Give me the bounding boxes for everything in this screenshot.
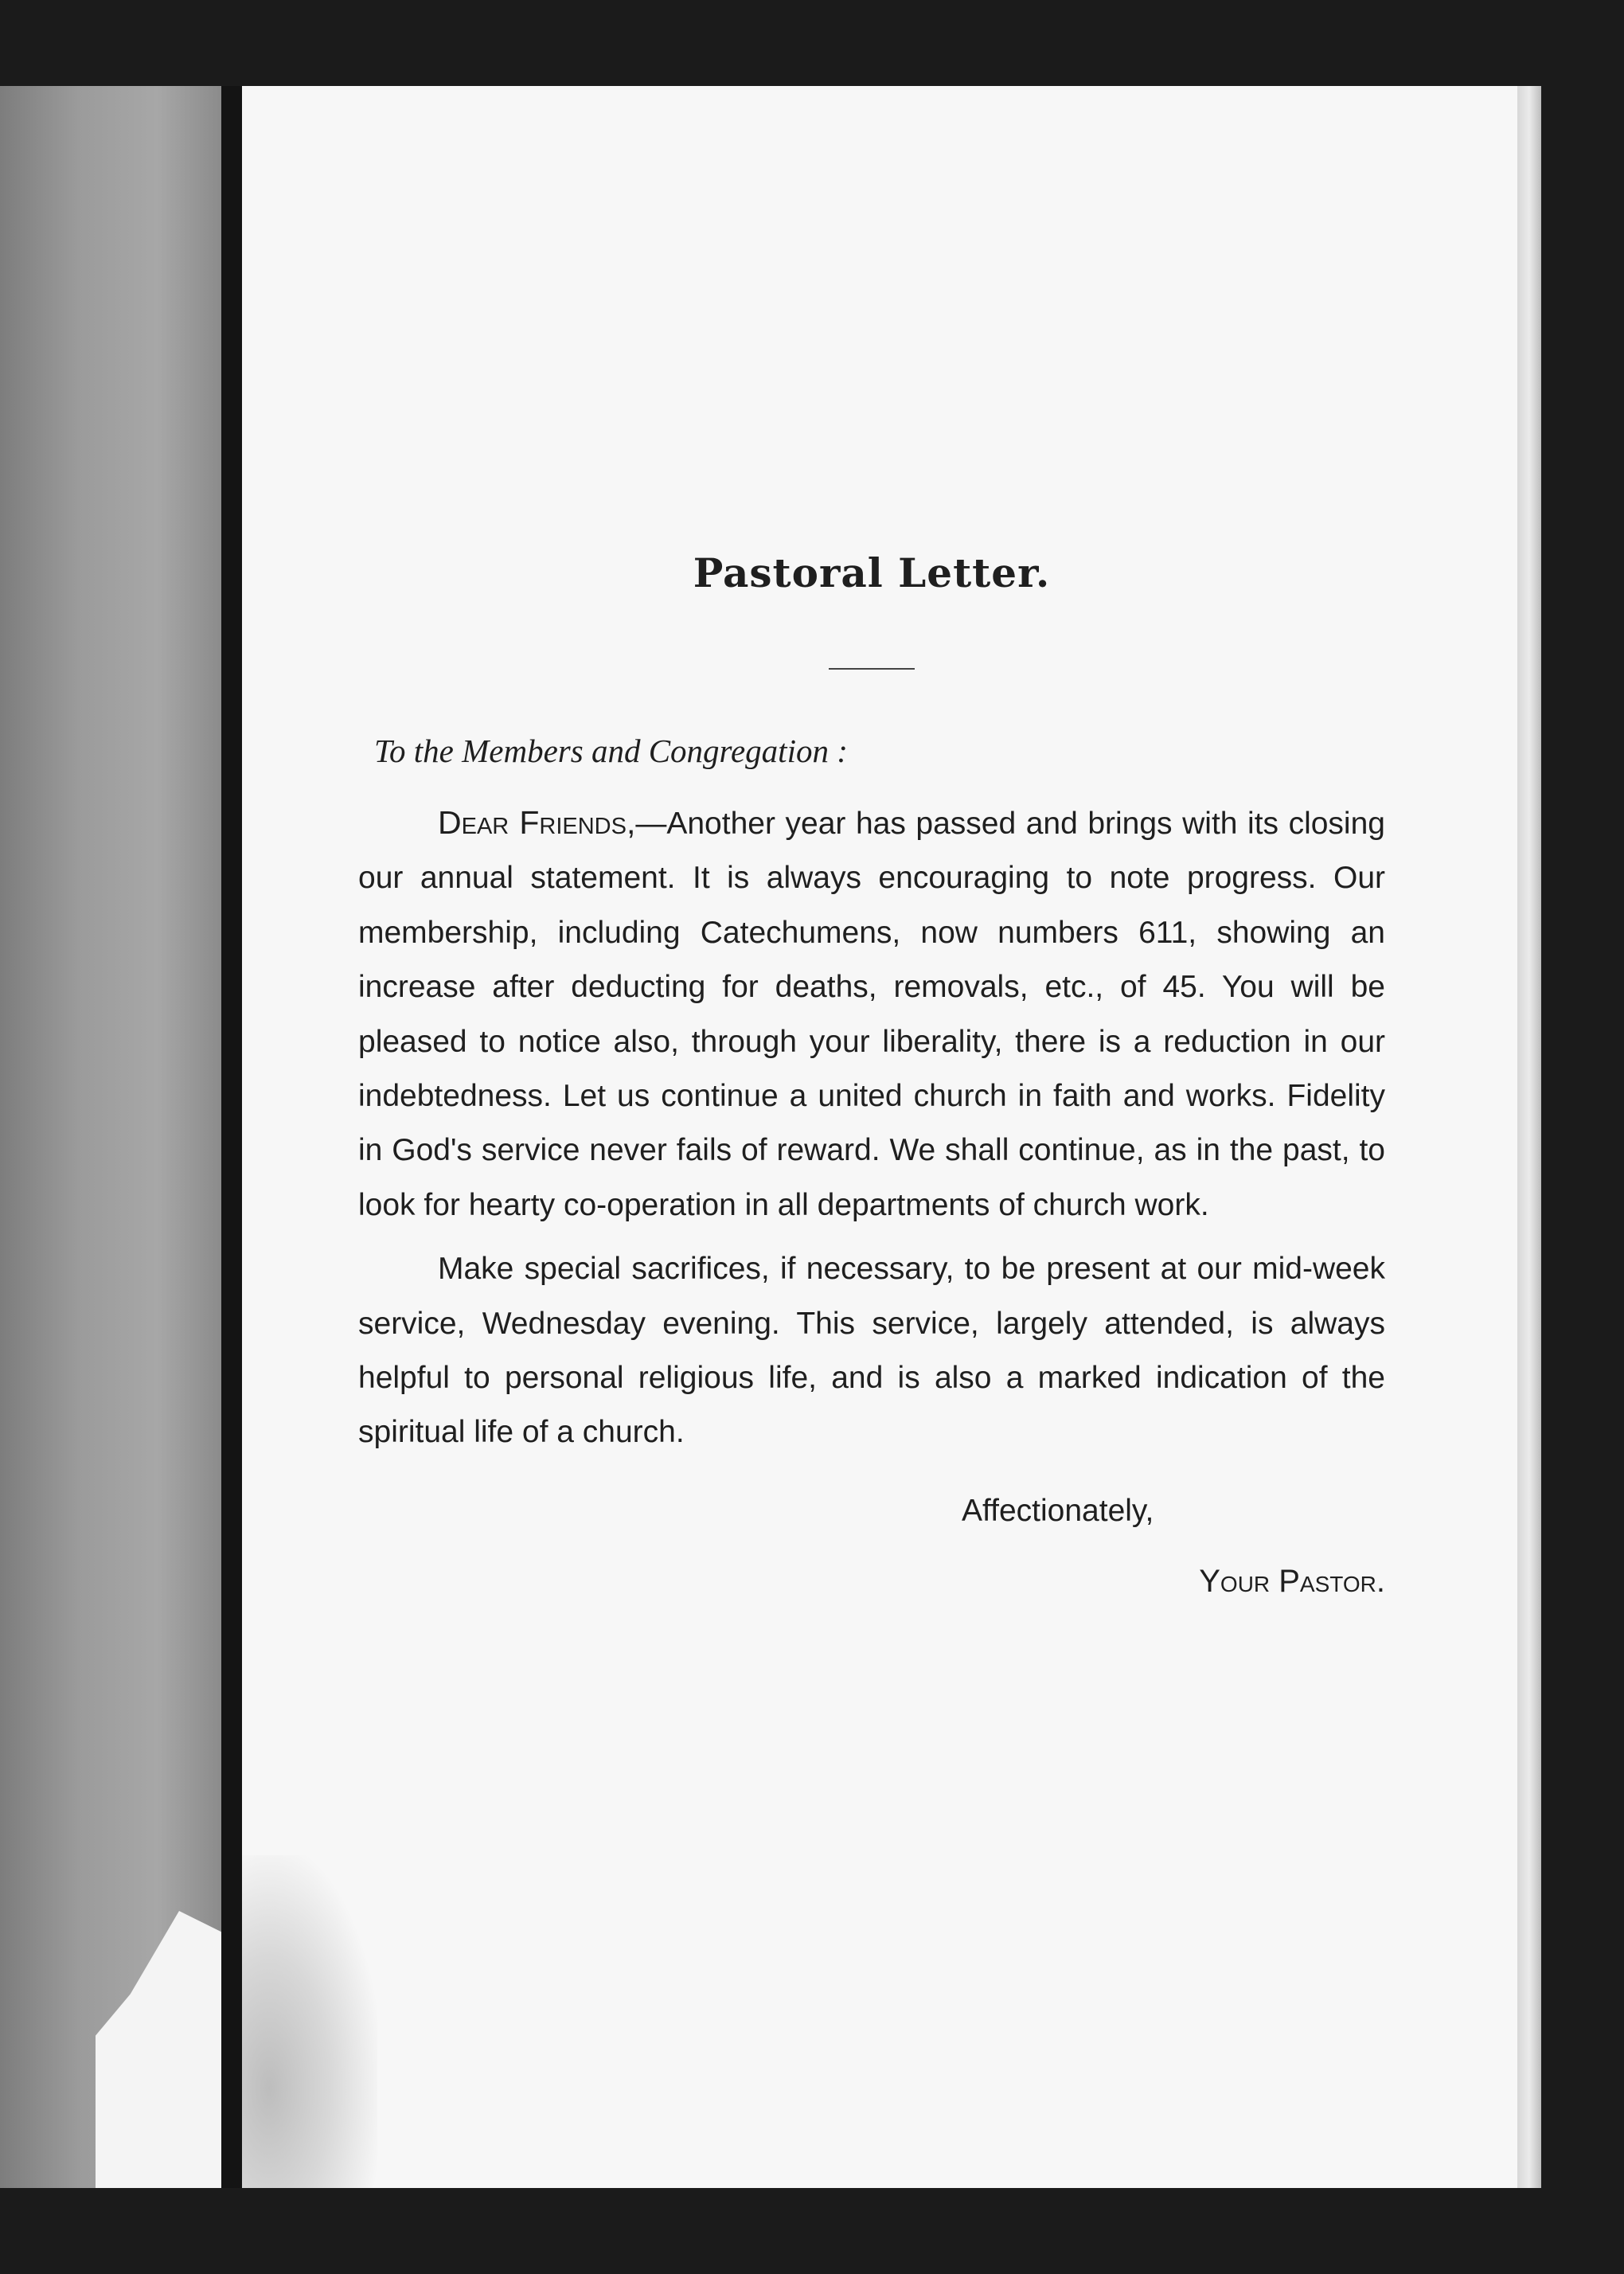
letter-salutation: To the Members and Congregation : [374, 733, 848, 769]
letter-closing: Affectionately, [962, 1493, 1154, 1528]
page-edge [1517, 86, 1541, 2188]
pastoral-letter [358, 549, 1385, 1600]
greeting: Dear Friends, [438, 804, 636, 841]
page-stain [242, 1855, 377, 2188]
letter-signature: Your Pastor. [1199, 1563, 1385, 1599]
facing-page [0, 86, 224, 2188]
book-binding [221, 86, 242, 2188]
letter-title: Pastoral Letter. [693, 549, 1051, 596]
paragraph-1-body: —Another year has passed and brings with its closing our annual statement. It is always encouraging to note progress. Our membership, including Catechumens, now numbers 611, showing an increase after deducting for deaths, removals, etc., of 45. You will be pleased to notice also, through your liberality, there is a reduction in our indebtedness. Let us continue a united church in faith and works. Fidelity in God's service never fails of reward. We shall continue, as in the past, to look for hearty co-operation in all departments of church work. [358, 807, 1385, 1222]
letter-paragraph-2: Make special sacrifices, if necessary, to be present at our mid-week service, Wednesday evening. This service, largely attended, is always helpful to personal religious life, and is also a marked indication of the spiritual life of a church. [358, 1252, 1385, 1450]
title-rule [829, 668, 915, 670]
letter-paragraph-1 [358, 795, 1385, 1233]
